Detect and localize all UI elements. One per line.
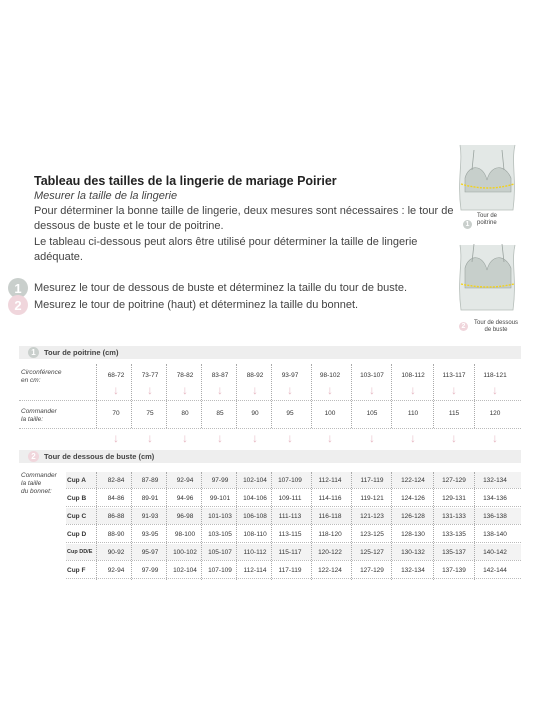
cup-range-value: 122-124 bbox=[318, 567, 342, 574]
cup-range-value: 137-139 bbox=[442, 567, 466, 574]
down-arrow-icon: ↓ bbox=[113, 431, 119, 445]
cup-range-value: 98-100 bbox=[174, 531, 196, 538]
section-header-bust bbox=[19, 346, 521, 359]
bra-figure-bust bbox=[455, 140, 520, 215]
section-title: Tour de dessous de buste (cm) bbox=[44, 452, 155, 461]
figure-label: Tour de poitrine bbox=[477, 213, 498, 226]
cup-range-value: 123-125 bbox=[360, 531, 384, 538]
order-size-value: 95 bbox=[286, 410, 294, 417]
circumference-value: 103-107 bbox=[360, 372, 384, 379]
cup-range-value: 114-116 bbox=[318, 495, 342, 502]
cup-range-value: 84-86 bbox=[107, 495, 125, 502]
step-2 bbox=[8, 295, 358, 315]
cup-range-value: 97-99 bbox=[211, 477, 229, 484]
section-number-icon: 2 bbox=[28, 451, 39, 462]
down-arrow-icon: ↓ bbox=[287, 383, 293, 397]
cup-range-value: 87-89 bbox=[141, 477, 159, 484]
step-number-icon: 2 bbox=[8, 295, 28, 315]
column-divider bbox=[474, 364, 475, 428]
order-size-value: 120 bbox=[489, 410, 501, 417]
cup-range-value: 112-114 bbox=[318, 477, 342, 484]
cup-name: Cup DD/E bbox=[67, 549, 93, 555]
cup-order-label: Commander la taille du bonnet: bbox=[21, 472, 57, 495]
cup-range-value: 90-92 bbox=[107, 549, 125, 556]
down-arrow-icon: ↓ bbox=[217, 383, 223, 397]
down-arrow-icon: ↓ bbox=[217, 431, 223, 445]
cup-range-value: 135-137 bbox=[442, 549, 466, 556]
cup-range-value: 99-101 bbox=[209, 495, 231, 502]
column-divider bbox=[96, 472, 97, 580]
cup-range-value: 119-121 bbox=[360, 495, 384, 502]
down-arrow-icon: ↓ bbox=[147, 383, 153, 397]
down-arrow-icon: ↓ bbox=[369, 431, 375, 445]
cup-range-value: 92-94 bbox=[107, 567, 125, 574]
cup-range-value: 93-95 bbox=[141, 531, 159, 538]
cup-range-value: 107-109 bbox=[278, 477, 302, 484]
circumference-value: 93-97 bbox=[281, 372, 299, 379]
column-divider bbox=[351, 472, 352, 580]
down-arrow-icon: ↓ bbox=[410, 383, 416, 397]
cup-range-value: 120-122 bbox=[318, 549, 342, 556]
cup-range-value: 134-136 bbox=[483, 495, 507, 502]
down-arrow-icon: ↓ bbox=[410, 431, 416, 445]
cup-range-value: 133-135 bbox=[442, 531, 466, 538]
page-subtitle: Mesurer la taille de la lingerie bbox=[34, 190, 178, 202]
cup-range-value: 115-117 bbox=[278, 549, 302, 556]
step-number-icon: 1 bbox=[8, 278, 28, 298]
column-divider bbox=[351, 364, 352, 428]
column-divider bbox=[131, 472, 132, 580]
section-title: Tour de poitrine (cm) bbox=[44, 348, 119, 357]
cup-range-value: 127-129 bbox=[442, 477, 466, 484]
cup-name: Cup B bbox=[67, 495, 87, 502]
cup-range-value: 102-104 bbox=[173, 567, 197, 574]
column-divider bbox=[391, 364, 392, 428]
figure-number-icon: 1 bbox=[463, 220, 472, 229]
down-arrow-icon: ↓ bbox=[113, 383, 119, 397]
section-header-underbust bbox=[19, 450, 521, 463]
cup-range-value: 127-129 bbox=[360, 567, 384, 574]
cup-range-value: 103-105 bbox=[208, 531, 232, 538]
order-size-value: 105 bbox=[366, 410, 378, 417]
order-size-value: 80 bbox=[181, 410, 189, 417]
down-arrow-icon: ↓ bbox=[252, 383, 258, 397]
cup-range-value: 86-88 bbox=[107, 513, 125, 520]
column-divider bbox=[271, 472, 272, 580]
step-text: Mesurez le tour de poitrine (haut) et déterminez la taille du bonnet. bbox=[34, 299, 359, 311]
order-size-value: 115 bbox=[448, 410, 460, 417]
cup-range-value: 102-104 bbox=[243, 477, 267, 484]
column-divider bbox=[311, 364, 312, 428]
cup-range-value: 106-108 bbox=[243, 513, 267, 520]
column-divider bbox=[311, 472, 312, 580]
cup-range-value: 117-119 bbox=[360, 477, 384, 484]
cup-range-value: 88-90 bbox=[107, 531, 125, 538]
cup-range-value: 108-110 bbox=[243, 531, 267, 538]
cup-range-value: 116-118 bbox=[318, 513, 342, 520]
cup-range-value: 113-115 bbox=[278, 531, 302, 538]
down-arrow-icon: ↓ bbox=[492, 383, 498, 397]
cup-range-value: 95-97 bbox=[141, 549, 159, 556]
cup-range-value: 112-114 bbox=[243, 567, 267, 574]
cup-name: Cup D bbox=[67, 531, 87, 538]
cup-range-value: 111-113 bbox=[278, 513, 302, 520]
cup-range-value: 121-123 bbox=[360, 513, 384, 520]
page-title: Tableau des tailles de la lingerie de mariage Poirier bbox=[34, 174, 337, 188]
cup-range-value: 132-134 bbox=[483, 477, 507, 484]
column-divider bbox=[391, 472, 392, 580]
cup-range-value: 100-102 bbox=[173, 549, 197, 556]
cup-range-value: 122-124 bbox=[401, 477, 425, 484]
column-divider bbox=[474, 472, 475, 580]
cup-range-value: 101-103 bbox=[208, 513, 232, 520]
cup-range-value: 140-142 bbox=[483, 549, 507, 556]
step-text: Mesurez le tour de dessous de buste et déterminez la taille du tour de buste. bbox=[34, 282, 407, 294]
row-divider bbox=[66, 488, 521, 489]
cup-range-value: 131-133 bbox=[442, 513, 466, 520]
row-divider bbox=[66, 506, 521, 507]
column-divider bbox=[433, 364, 434, 428]
circumference-value: 108-112 bbox=[401, 372, 425, 379]
circumference-value: 98-102 bbox=[319, 372, 341, 379]
cup-range-value: 117-119 bbox=[278, 567, 302, 574]
cup-range-value: 126-128 bbox=[401, 513, 425, 520]
intro-paragraph: Pour déterminer la bonne taille de lingerie, deux mesures sont nécessaires : le tour de dessous de buste et le tour de poitrine. bbox=[34, 205, 454, 232]
cup-range-value: 142-144 bbox=[483, 567, 507, 574]
column-divider bbox=[201, 472, 202, 580]
order-size-label: Commander la taille: bbox=[21, 408, 57, 423]
circumference-value: 118-121 bbox=[483, 372, 507, 379]
cup-range-value: 104-106 bbox=[243, 495, 267, 502]
cup-range-value: 97-99 bbox=[141, 567, 159, 574]
circumference-value: 113-117 bbox=[442, 372, 466, 379]
cup-name: Cup F bbox=[67, 567, 86, 574]
order-size-value: 110 bbox=[407, 410, 419, 417]
cup-range-value: 94-96 bbox=[176, 495, 194, 502]
cup-range-value: 107-109 bbox=[208, 567, 232, 574]
cup-range-value: 109-111 bbox=[278, 495, 302, 502]
row-divider bbox=[66, 560, 521, 561]
cup-range-value: 132-134 bbox=[401, 567, 425, 574]
down-arrow-icon: ↓ bbox=[451, 383, 457, 397]
down-arrow-icon: ↓ bbox=[327, 383, 333, 397]
down-arrow-icon: ↓ bbox=[287, 431, 293, 445]
order-size-value: 90 bbox=[251, 410, 259, 417]
circumference-value: 68-72 bbox=[107, 372, 125, 379]
cup-range-value: 129-131 bbox=[442, 495, 466, 502]
cup-range-value: 128-130 bbox=[401, 531, 425, 538]
row-divider bbox=[66, 524, 521, 525]
cup-range-value: 138-140 bbox=[483, 531, 507, 538]
down-arrow-icon: ↓ bbox=[147, 431, 153, 445]
cup-range-value: 82-84 bbox=[107, 477, 125, 484]
row-divider bbox=[66, 542, 521, 543]
circumference-value: 73-77 bbox=[141, 372, 159, 379]
circumference-value: 78-82 bbox=[176, 372, 194, 379]
column-divider bbox=[433, 472, 434, 580]
intro-paragraph-2: Le tableau ci-dessous peut alors être utilisé pour déterminer la taille de lingerie adéquate. bbox=[34, 236, 418, 263]
bra-figure-underbust bbox=[455, 240, 520, 315]
row-divider bbox=[66, 578, 521, 579]
cup-range-value: 92-94 bbox=[176, 477, 194, 484]
order-size-value: 85 bbox=[216, 410, 224, 417]
figure-number-icon: 2 bbox=[459, 322, 468, 331]
down-arrow-icon: ↓ bbox=[252, 431, 258, 445]
down-arrow-icon: ↓ bbox=[492, 431, 498, 445]
order-size-value: 75 bbox=[146, 410, 154, 417]
circumference-value: 83-87 bbox=[211, 372, 229, 379]
down-arrow-icon: ↓ bbox=[182, 383, 188, 397]
down-arrow-icon: ↓ bbox=[182, 431, 188, 445]
circumference-label: Circonférence en cm: bbox=[21, 369, 62, 384]
cup-range-value: 118-120 bbox=[318, 531, 342, 538]
cup-range-value: 124-126 bbox=[401, 495, 425, 502]
figure-label: Tour de dessous de buste bbox=[474, 320, 519, 333]
column-divider bbox=[236, 472, 237, 580]
section-number-icon: 1 bbox=[28, 347, 39, 358]
down-arrow-icon: ↓ bbox=[451, 431, 457, 445]
cup-range-value: 125-127 bbox=[360, 549, 384, 556]
cup-range-value: 89-91 bbox=[141, 495, 159, 502]
cup-range-value: 136-138 bbox=[483, 513, 507, 520]
order-size-value: 70 bbox=[112, 410, 120, 417]
cup-range-value: 110-112 bbox=[243, 549, 267, 556]
down-arrow-icon: ↓ bbox=[327, 431, 333, 445]
down-arrow-icon: ↓ bbox=[369, 383, 375, 397]
column-divider bbox=[96, 364, 97, 428]
cup-range-value: 91-93 bbox=[141, 513, 159, 520]
divider bbox=[19, 400, 521, 401]
cup-range-value: 130-132 bbox=[401, 549, 425, 556]
cup-range-value: 105-107 bbox=[208, 549, 232, 556]
divider bbox=[19, 428, 521, 429]
column-divider bbox=[166, 472, 167, 580]
cup-name: Cup C bbox=[67, 513, 87, 520]
order-size-value: 100 bbox=[324, 410, 336, 417]
cup-name: Cup A bbox=[67, 477, 86, 484]
circumference-value: 88-92 bbox=[246, 372, 264, 379]
cup-range-value: 96-98 bbox=[176, 513, 194, 520]
